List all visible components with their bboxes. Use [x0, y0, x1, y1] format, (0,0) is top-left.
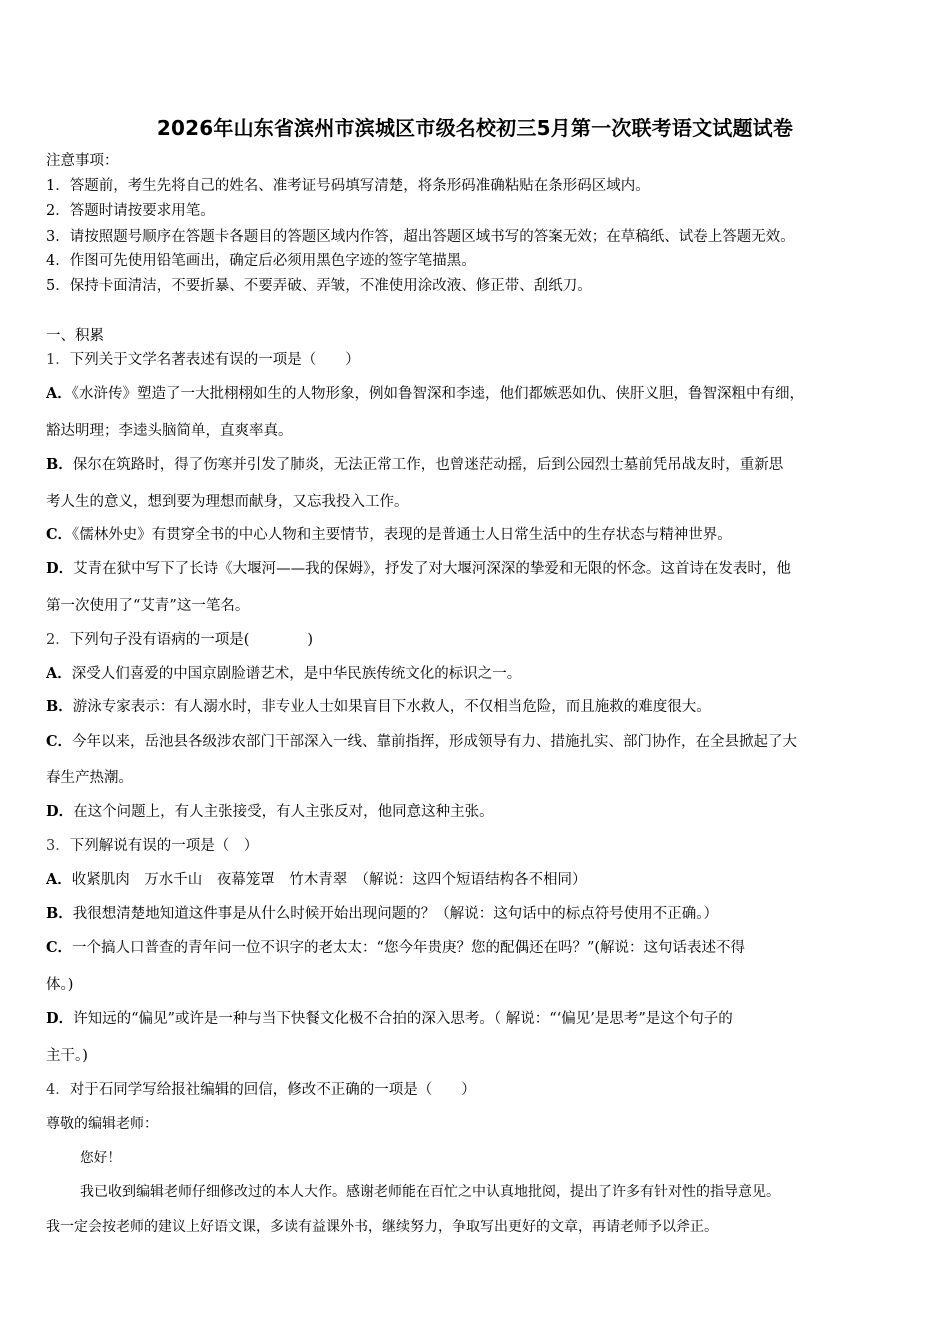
option-continuation: 豁达明理；李逵头脑简单，直爽率真。	[46, 423, 293, 439]
option-b	[46, 904, 916, 924]
option-a	[46, 664, 916, 684]
question-1	[46, 350, 916, 370]
option-text: 一个搞人口普查的青年问一位不识字的老太太：“您今年贵庚？您的配偶还在吗？”(解说：这句话表述不得	[72, 940, 746, 956]
option-d	[46, 559, 916, 579]
notice-item: 4．作图可先使用铅笔画出，确定后必须用黑色字迹的签字笔描黑。	[46, 253, 476, 269]
option-d	[46, 1009, 916, 1029]
question-3	[46, 836, 916, 856]
notice-item: 3．请按照题号顺序在答题卡各题目的答题区域内作答，超出答题区域书写的答案无效；在草稿纸、试卷上答题无效。	[46, 229, 795, 245]
option-text: 保尔在筑路时，得了伤寒并引发了肺炎，无法正常工作，也曾迷茫动摇，后到公园烈士墓前凭吊战友时，重新思	[72, 457, 784, 473]
option-label: C．	[46, 526, 73, 543]
option-c	[46, 938, 916, 958]
letter-greeting: 您好！	[80, 1150, 122, 1166]
option-continuation: 考人生的意义，想到要为理想而献身，又忘我投入工作。	[46, 494, 409, 510]
option-text: 许知远的“偏见”或许是一种与当下快餐文化极不合拍的深入思考。（ 解说：“‘偏见’是思考”是这个句子的	[73, 1011, 733, 1027]
question-number: 3．	[46, 838, 70, 854]
question-stem: 对于石同学写给报社编辑的回信，修改不正确的一项是（ ）	[69, 1082, 476, 1098]
page-title: 2026年山东省滨州市滨城区市级名校初三5月第一次联考语文试题试卷	[156, 116, 794, 140]
option-label: D．	[46, 1010, 74, 1027]
question-2	[46, 630, 916, 650]
letter-body: 我已收到编辑老师仔细修改过的本人大作。感谢老师能在百忙之中认真地批阅，提出了许多有针对性的指导意见。	[80, 1184, 780, 1200]
section-heading: 一、积累	[46, 328, 104, 344]
option-text: 《水浒传》塑造了一大批栩栩如生的人物形象，例如鲁智深和李逵，他们都嫉恶如仇、侠肝义胆，鲁智深粗中有细，	[71, 386, 805, 402]
option-continuation: 体。)	[46, 977, 74, 993]
option-text: 深受人们喜爱的中国京剧脸谱艺术，是中华民族传统文化的标识之一。	[71, 666, 522, 682]
notice-item: 5．保持卡面清洁，不要折暴、不要弄破、弄皱，不准使用涂改液、修正带、刮纸刀。	[46, 278, 592, 294]
question-number: 2．	[46, 632, 70, 648]
option-c	[46, 732, 916, 752]
option-label: C．	[46, 733, 73, 750]
option-text: 我很想清楚地知道这件事是从什么时候开始出现问题的？（解说：这句话中的标点符号使用不正确。）	[72, 906, 719, 922]
option-label: D．	[46, 560, 74, 577]
option-label: B．	[46, 456, 73, 473]
option-label: A．	[46, 871, 72, 888]
option-a	[46, 870, 916, 890]
letter-body: 我一定会按老师的建议上好语文课，多读有益课外书，继续努力，争取写出更好的文章，再请老师予以斧正。	[46, 1219, 718, 1235]
option-text: 收紧肌肉 万水千山 夜幕笼罩 竹木青翠 （解说：这四个短语结构各不相同）	[71, 872, 587, 888]
question-number: 4．	[46, 1082, 70, 1098]
option-label: A．	[46, 665, 72, 682]
notice-item: 2．答题时请按要求用笔。	[46, 203, 215, 219]
notice-item: 1．答题前，考生先将自己的姓名、准考证号码填写清楚，将条形码准确粘贴在条形码区域内。	[46, 178, 650, 194]
question-number: 1．	[46, 352, 70, 368]
question-stem: 下列关于文学名著表述有误的一项是（ ）	[69, 352, 360, 368]
option-b	[46, 455, 916, 475]
option-a	[46, 384, 916, 404]
option-text: 《儒林外史》有贯穿全书的中心人物和主要情节，表现的是普通士人日常生活中的生存状态与精神世界。	[72, 527, 732, 543]
option-label: A．	[46, 385, 72, 402]
option-continuation: 春生产热潮。	[46, 770, 133, 786]
option-label: C．	[46, 939, 73, 956]
option-b	[46, 697, 916, 717]
option-label: B．	[46, 905, 73, 922]
question-4	[46, 1080, 916, 1100]
letter-salutation: 尊敬的编辑老师：	[46, 1116, 158, 1132]
option-text: 在这个问题上，有人主张接受，有人主张反对，他同意这种主张。	[73, 804, 494, 820]
option-continuation: 主干。)	[46, 1048, 88, 1064]
option-label: B．	[46, 698, 73, 715]
option-d	[46, 802, 916, 822]
notice-heading: 注意事项：	[46, 153, 119, 169]
question-stem: 下列解说有误的一项是（ ）	[69, 838, 259, 854]
option-label: D．	[46, 803, 74, 820]
option-text: 今年以来，岳池县各级涉农部门干部深入一线、靠前指挥，形成领导有力、措施扎实、部门协作，在全县掀起了大	[72, 734, 798, 750]
option-continuation: 第一次使用了“艾青”这一笔名。	[46, 598, 250, 614]
question-stem: 下列句子没有语病的一项是( )	[69, 632, 314, 648]
option-text: 游泳专家表示：有人溺水时，非专业人士如果盲目下水救人，不仅相当危险，而且施救的难度很大。	[72, 699, 711, 715]
option-text: 艾青在狱中写下了长诗《大堰河——我的保姆》，抒发了对大堰河深深的挚爱和无限的怀念。这首诗在发表时，他	[73, 561, 791, 577]
option-c	[46, 525, 916, 545]
